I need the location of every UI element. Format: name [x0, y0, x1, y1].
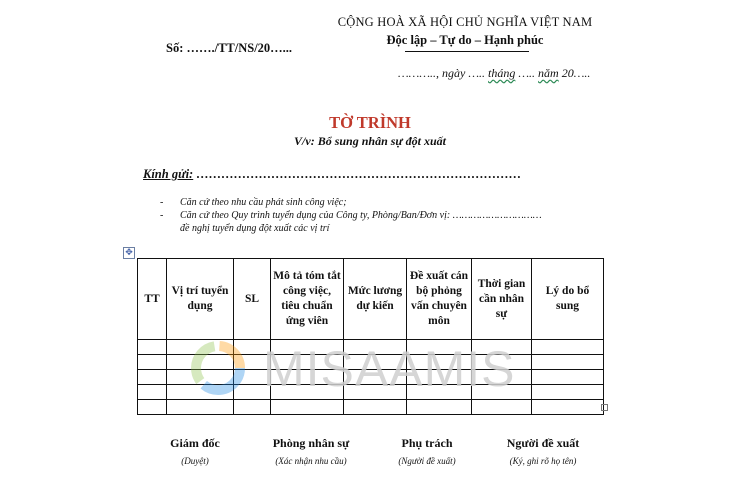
signature-note: (Duyệt): [181, 456, 209, 466]
basis-continuation: đề nghị tuyển dụng đột xuất các vị trí: [180, 223, 330, 234]
document-title: TỜ TRÌNH: [329, 113, 411, 132]
signature-note: (Ký, ghi rõ họ tên): [509, 456, 577, 466]
table-cell[interactable]: [532, 400, 604, 415]
table-cell[interactable]: [344, 400, 407, 415]
watermark-text: MISAAMIS: [263, 341, 516, 397]
table-cell[interactable]: [407, 400, 472, 415]
table-row[interactable]: [138, 400, 604, 415]
col-header: SL: [234, 259, 271, 340]
table-cell[interactable]: [138, 400, 167, 415]
signature-note: (Người đề xuất): [398, 456, 456, 466]
col-header: Mô tả tóm tắt công việc, tiêu chuẩn ứng viên: [271, 259, 344, 340]
table-cell[interactable]: [271, 400, 344, 415]
recipient-label: Kính gửi:: [143, 167, 194, 181]
recipient-line: [143, 167, 521, 182]
bullet-dash: -: [160, 197, 164, 208]
watermark-ring-icon: [196, 346, 240, 390]
col-header: TT: [138, 259, 167, 340]
signature-title: Phụ trách: [401, 436, 453, 450]
document-subject: V/v: Bổ sung nhân sự đột xuất: [294, 134, 446, 148]
document-number: Số: ……./TT/NS/20…...: [166, 41, 293, 55]
col-header: Lý do bổ sung: [532, 259, 604, 340]
legal-bases: [160, 196, 542, 235]
date-year-word: năm: [538, 66, 559, 80]
basis-item: [160, 209, 542, 222]
signature-block-proposer: [478, 436, 608, 466]
table-resize-handle[interactable]: [601, 404, 608, 411]
signature-note: (Xác nhận nhu cầu): [275, 456, 347, 466]
col-header: Thời gian cần nhân sự: [472, 259, 532, 340]
signature-title: Giám đốc: [170, 436, 220, 450]
basis-text: Căn cứ theo Quy trình tuyển dụng của Công ty, Phòng/Ban/Đơn vị: …………………………: [180, 210, 542, 221]
recipient-dots: ……………………………………………………………………: [193, 167, 522, 181]
national-name: CỘNG HOÀ XÃ HỘI CHỦ NGHĨA VIỆT NAM: [337, 15, 593, 29]
signature-block-director: [130, 436, 260, 466]
date-prefix: ……….., ngày …..: [398, 66, 489, 80]
date-month-word: tháng: [488, 66, 516, 80]
signature-title: Phòng nhân sự: [272, 436, 350, 450]
col-header: Đề xuất cán bộ phỏng vấn chuyên môn: [407, 259, 472, 340]
watermark-logo: [188, 338, 553, 398]
national-motto: Độc lập – Tự do – Hạnh phúc: [386, 33, 544, 47]
table-cell[interactable]: [234, 400, 271, 415]
table-cell[interactable]: [138, 355, 167, 370]
table-cell[interactable]: [472, 400, 532, 415]
date-mid: …..: [515, 66, 539, 80]
motto-underline: [405, 51, 529, 52]
table-cell[interactable]: [167, 400, 234, 415]
basis-item: [160, 196, 542, 209]
signature-block-manager: [362, 436, 492, 466]
bullet-dash: -: [160, 210, 164, 221]
basis-text: Căn cứ theo nhu cầu phát sinh công việc;: [180, 197, 347, 208]
table-cell[interactable]: [138, 370, 167, 385]
date-line: [398, 66, 590, 81]
table-header-row: [138, 259, 604, 340]
signature-block-hr: [246, 436, 376, 466]
col-header: Vị trí tuyển dụng: [167, 259, 234, 340]
table-move-handle-icon[interactable]: ✥: [123, 247, 135, 259]
col-header: Mức lương dự kiến: [344, 259, 407, 340]
date-suffix: 20…..: [558, 66, 591, 80]
table-cell[interactable]: [138, 340, 167, 355]
table-cell[interactable]: [138, 385, 167, 400]
signature-title: Người đề xuất: [506, 436, 580, 450]
